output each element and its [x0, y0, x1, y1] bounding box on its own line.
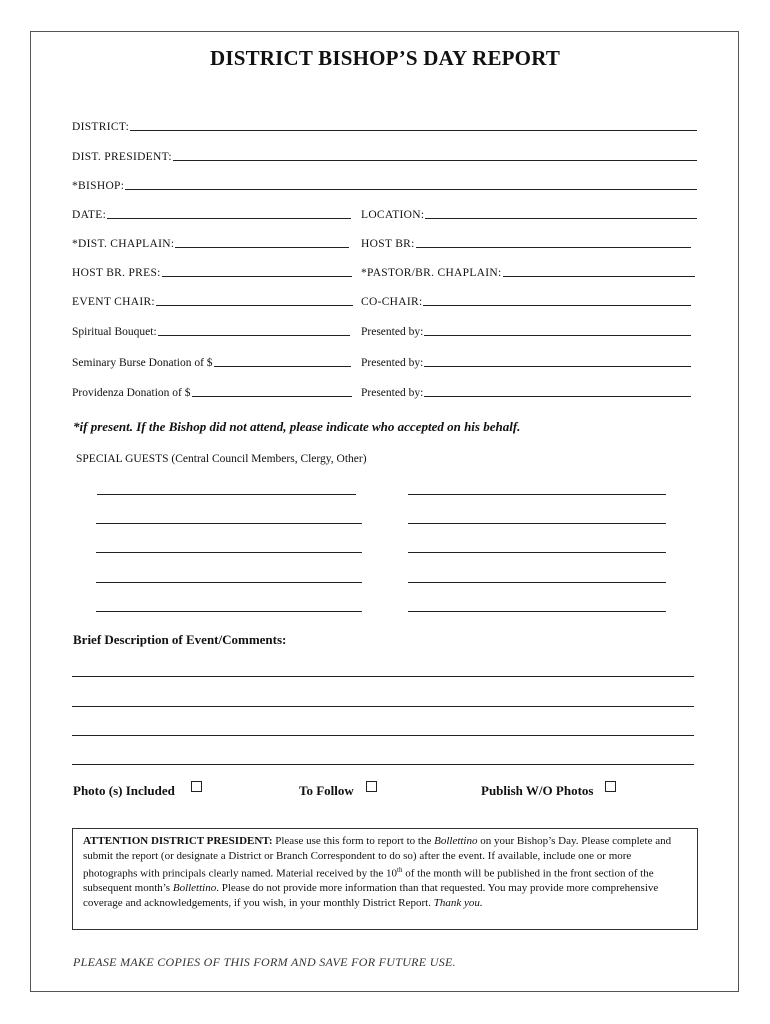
providenza-label: Providenza Donation of $	[72, 387, 191, 399]
attention-sup: th	[397, 866, 403, 875]
date-line	[107, 218, 351, 219]
date-label: DATE:	[72, 209, 107, 221]
event-chair-line	[156, 305, 353, 306]
brief-description-label: Brief Description of Event/Comments:	[73, 632, 287, 647]
comment-line[interactable]	[72, 676, 694, 677]
comment-line[interactable]	[72, 764, 694, 765]
to-follow-label: To Follow	[299, 783, 354, 798]
photo-included-option[interactable]	[73, 783, 202, 799]
bishop-note: *if present. If the Bishop did not attend, please indicate who accepted on his behalf.	[73, 419, 521, 434]
presented-by-1-label: Presented by:	[361, 326, 424, 338]
presented-by-3-field[interactable]	[361, 387, 691, 399]
spiritual-bouquet-field[interactable]	[72, 326, 350, 338]
special-guests-label: SPECIAL GUESTS (Central Council Members, Clergy, Other)	[76, 453, 367, 465]
seminary-burse-line	[214, 366, 351, 367]
footer-note: PLEASE MAKE COPIES OF THIS FORM AND SAVE FOR FUTURE USE.	[73, 955, 456, 969]
dist-chaplain-field[interactable]	[72, 238, 349, 250]
dist-president-line	[173, 160, 697, 161]
pastor-br-chaplain-line	[503, 276, 695, 277]
comment-line[interactable]	[72, 735, 694, 736]
location-field[interactable]	[361, 209, 697, 221]
providenza-line	[192, 396, 353, 397]
guest-line[interactable]	[96, 611, 362, 612]
guest-line[interactable]	[408, 552, 666, 553]
district-label: DISTRICT:	[72, 121, 130, 133]
bishop-field[interactable]	[72, 180, 697, 192]
attention-text-4: . Please do not provide more information than that requested. You may provide more comprehensive coverage and acknowledgements, if you wish, in your monthly District Report.	[83, 882, 659, 910]
presented-by-2-label: Presented by:	[361, 357, 424, 369]
bishop-label: *BISHOP:	[72, 180, 125, 192]
pastor-br-chaplain-label: *PASTOR/BR. CHAPLAIN:	[361, 267, 502, 279]
presented-by-1-field[interactable]	[361, 326, 691, 338]
providenza-field[interactable]	[72, 387, 352, 399]
photo-included-checkbox[interactable]	[191, 781, 202, 792]
guest-line[interactable]	[408, 523, 666, 524]
thank-you: Thank you.	[433, 897, 483, 910]
guest-line[interactable]	[408, 582, 666, 583]
attention-text-2: on your Bishop’s Day. Please complete and submit the report (or designate a District or Branch Correspondent to do so) after the event. If available, include one or more photographs with principals clearly named. Material received by the 10	[83, 835, 672, 880]
seminary-burse-label: Seminary Burse Donation of $	[72, 357, 213, 369]
page-title: DISTRICT BISHOP’S DAY REPORT	[209, 46, 561, 70]
to-follow-checkbox[interactable]	[366, 781, 377, 792]
guest-line[interactable]	[96, 582, 362, 583]
guest-line[interactable]	[408, 494, 666, 495]
publish-without-option[interactable]	[481, 783, 616, 799]
attention-text-1: Please use this form to report to the	[272, 835, 435, 847]
presented-by-2-field[interactable]	[361, 357, 691, 369]
date-field[interactable]	[72, 209, 351, 221]
location-line	[425, 218, 697, 219]
guest-line[interactable]	[96, 523, 362, 524]
host-br-pres-field[interactable]	[72, 267, 352, 279]
pastor-br-chaplain-field[interactable]	[361, 267, 695, 279]
host-br-line	[416, 247, 691, 248]
bollettino-name: Bollettino	[434, 835, 478, 847]
district-line	[130, 130, 697, 131]
guest-line[interactable]	[96, 552, 362, 553]
seminary-burse-field[interactable]	[72, 357, 351, 369]
co-chair-field[interactable]	[361, 296, 691, 308]
presented-by-2-line	[424, 366, 691, 367]
event-chair-field[interactable]	[72, 296, 353, 308]
attention-text-3: of the month will be published in the front section of the subsequent month’s	[83, 867, 654, 895]
dist-chaplain-line	[175, 247, 349, 248]
host-br-field[interactable]	[361, 238, 691, 250]
dist-president-label: DIST. PRESIDENT:	[72, 151, 172, 163]
spiritual-bouquet-label: Spiritual Bouquet:	[72, 326, 157, 338]
presented-by-1-line	[424, 335, 691, 336]
bishop-line	[125, 189, 697, 190]
publish-without-label: Publish W/O Photos	[481, 783, 594, 798]
to-follow-option[interactable]	[299, 783, 377, 799]
co-chair-line	[423, 305, 691, 306]
district-field[interactable]	[72, 121, 697, 133]
publish-without-checkbox[interactable]	[605, 781, 616, 792]
co-chair-label: CO-CHAIR:	[361, 296, 423, 308]
presented-by-3-label: Presented by:	[361, 387, 424, 399]
photo-included-label: Photo (s) Included	[73, 783, 175, 798]
comment-line[interactable]	[72, 706, 694, 707]
guest-line[interactable]	[408, 611, 666, 612]
event-chair-label: EVENT CHAIR:	[72, 296, 155, 308]
host-br-pres-line	[162, 276, 352, 277]
guest-line[interactable]	[97, 494, 356, 495]
host-br-pres-label: HOST BR. PRES:	[72, 267, 161, 279]
dist-president-field[interactable]	[72, 151, 697, 163]
spiritual-bouquet-line	[158, 335, 350, 336]
attention-box	[72, 828, 698, 930]
attention-heading: ATTENTION DISTRICT PRESIDENT:	[83, 835, 273, 847]
presented-by-3-line	[424, 396, 691, 397]
dist-chaplain-label: *DIST. CHAPLAIN:	[72, 238, 175, 250]
bollettino-name-2: Bollettino	[172, 882, 217, 895]
location-label: LOCATION:	[361, 209, 425, 221]
host-br-label: HOST BR:	[361, 238, 415, 250]
